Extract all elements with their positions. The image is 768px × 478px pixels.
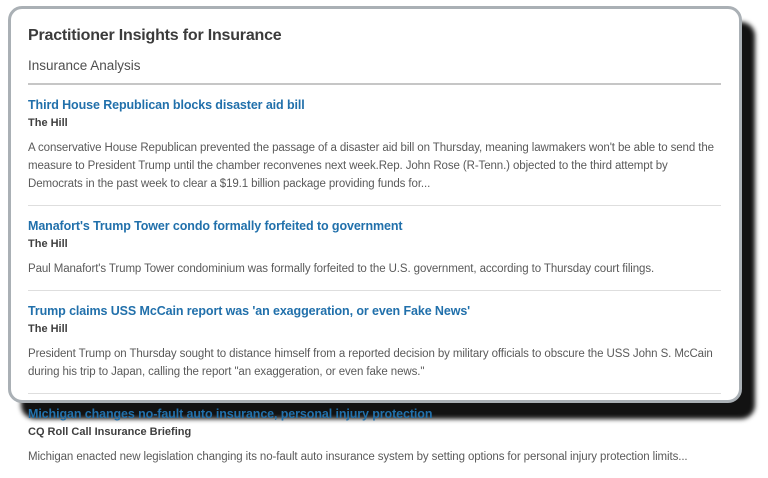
article-list [28,85,721,478]
section-heading: Insurance Analysis [28,58,141,73]
article-source: The Hill [28,117,68,129]
article-summary: Paul Manafort's Trump Tower condominium was formally forfeited to the U.S. government, according to Thursday court filings. [28,263,655,275]
article-item [28,206,721,291]
article-source: The Hill [28,323,68,335]
article-summary: Michigan enacted new legislation changing its no-fault auto insurance system by setting options for personal injury protection limits... [28,451,688,463]
article-source: CQ Roll Call Insurance Briefing [28,426,192,438]
insights-panel-content [11,9,739,463]
article-summary: President Trump on Thursday sought to distance himself from a reported decision by military officials to obscure the USS John S. McCain during his trip to Japan, calling the report "an exaggeration, or even fake news." [28,348,713,378]
article-headline-link[interactable]: Trump claims USS McCain report was 'an exaggeration, or even Fake News' [28,304,471,318]
article-item [28,394,721,478]
article-source: The Hill [28,238,68,250]
article-item [28,85,721,206]
article-headline-link[interactable]: Manafort's Trump Tower condo formally forfeited to government [28,219,403,233]
insights-panel-card [8,6,742,463]
article-headline-link[interactable]: Third House Republican blocks disaster aid bill [28,98,305,112]
page-title: Practitioner Insights for Insurance [28,27,282,44]
article-summary: A conservative House Republican prevented the passage of a disaster aid bill on Thursday, meaning lawmakers won't be able to send the measure to President Trump until the chamber reconvenes next week.Rep. John Rose (R-Tenn.) objected to the third attempt by Democrats in the past week to clear a $19.1 billion package providing funds for... [28,142,714,190]
article-item [28,291,721,394]
article-headline-link[interactable]: Michigan changes no-fault auto insurance, personal injury protection [28,407,433,421]
